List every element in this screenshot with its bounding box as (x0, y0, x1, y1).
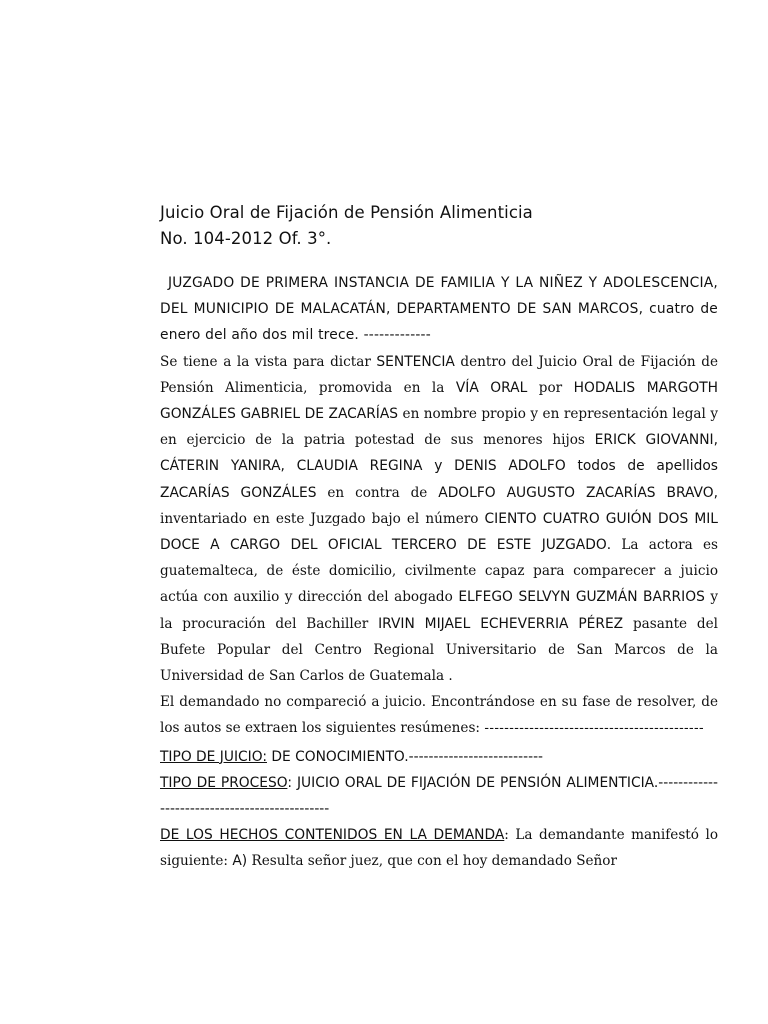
attorney-name: ELFEGO SELVYN GUZMÁN BARRIOS (458, 589, 705, 606)
text-span: . La actora es guatemalteca, de éste domicilio, civilmente capaz para comparecer a juicio actúa con auxilio y dirección del abogado (160, 537, 718, 606)
defendant-name: ADOLFO AUGUSTO ZACARÍAS BRAVO, (438, 484, 718, 501)
item-letter-a: A) (232, 853, 248, 870)
tipo-juicio-label: TIPO DE JUICIO: (160, 748, 267, 765)
text-span: inventariado en este Juzgado bajo el número (160, 510, 485, 527)
sentence-paragraph (160, 349, 718, 690)
plaintiff-name: HODALIS MARGOTH GONZÁLES GABRIEL DE ZACARÍAS (160, 379, 718, 423)
case-number-words: CIENTO CUATRO GUIÓN DOS MIL DOCE A CARGO DEL OFICIAL TERCERO DE ESTE JUZGADO (160, 510, 718, 554)
text-span: El demandado no compareció a juicio. Encontrándose en su fase de resolver, de los autos se extraen los siguientes resúmenes: (160, 694, 718, 737)
case-number: No. 104-2012 Of. 3°. (160, 229, 332, 248)
keyword-sentencia: SENTENCIA (376, 353, 455, 370)
tipo-juicio-line (160, 744, 718, 770)
text-span: en contra de (316, 484, 439, 501)
text-span: por (527, 379, 574, 396)
document-body (160, 270, 718, 875)
tipo-juicio-value: DE CONOCIMIENTO.--------------------------- (267, 748, 544, 765)
bachiller-name: IRVIN MIJAEL ECHEVERRIA PÉREZ (378, 615, 624, 632)
text-span: y la procuración del Bachiller (160, 589, 718, 632)
court-heading-paragraph: JUZGADO DE PRIMERA INSTANCIA DE FAMILIA Y LA NIÑEZ Y ADOLESCENCIA, DEL MUNICIPIO DE MALACATÁN, DEPARTAMENTO DE SAN MARCOS, cuatro de enero del año dos mil trece. ------------- (160, 275, 718, 344)
hechos-paragraph (160, 822, 718, 874)
document-title: Juicio Oral de Fijación de Pensión Alimenticia (160, 203, 533, 222)
text-span: dentro del Juicio Oral de Fijación de Pensión Alimenticia, promovida en la (160, 353, 718, 396)
hechos-label: DE LOS HECHOS CONTENIDOS EN LA DEMANDA (160, 827, 505, 844)
keyword-via-oral: VÍA ORAL (455, 379, 528, 396)
tipo-proceso-label: TIPO DE PROCESO (160, 774, 288, 791)
document-header (160, 200, 718, 252)
summary-intro-paragraph (160, 689, 718, 741)
text-span: pasante del Bufete Popular del Centro Regional Universitario de San Marcos de la Universidad de San Carlos de Guatemala . (160, 615, 718, 685)
text-span: Resulta señor juez, que con el hoy demandado Señor (247, 853, 617, 870)
text-span: en nombre propio y en representación legal y en ejercicio de la patria potestad de sus menores hijos (160, 406, 718, 449)
dash-separator: -------------------------------------------- (484, 720, 705, 737)
tipo-proceso-value: : JUICIO ORAL DE FIJACIÓN DE PENSIÓN ALIMENTICIA.---------------------------------------------- (160, 774, 719, 818)
tipo-proceso-line (160, 770, 718, 822)
children-names: ERICK GIOVANNI, CÁTERIN YANIRA, CLAUDIA REGINA y DENIS ADOLFO todos de apellidos ZACARÍAS GONZÁLES (160, 432, 718, 501)
document-page (160, 200, 718, 875)
text-span: Se tiene a la vista para dictar (160, 353, 377, 370)
text-span: : La demandante manifestó lo siguiente: (160, 827, 718, 870)
